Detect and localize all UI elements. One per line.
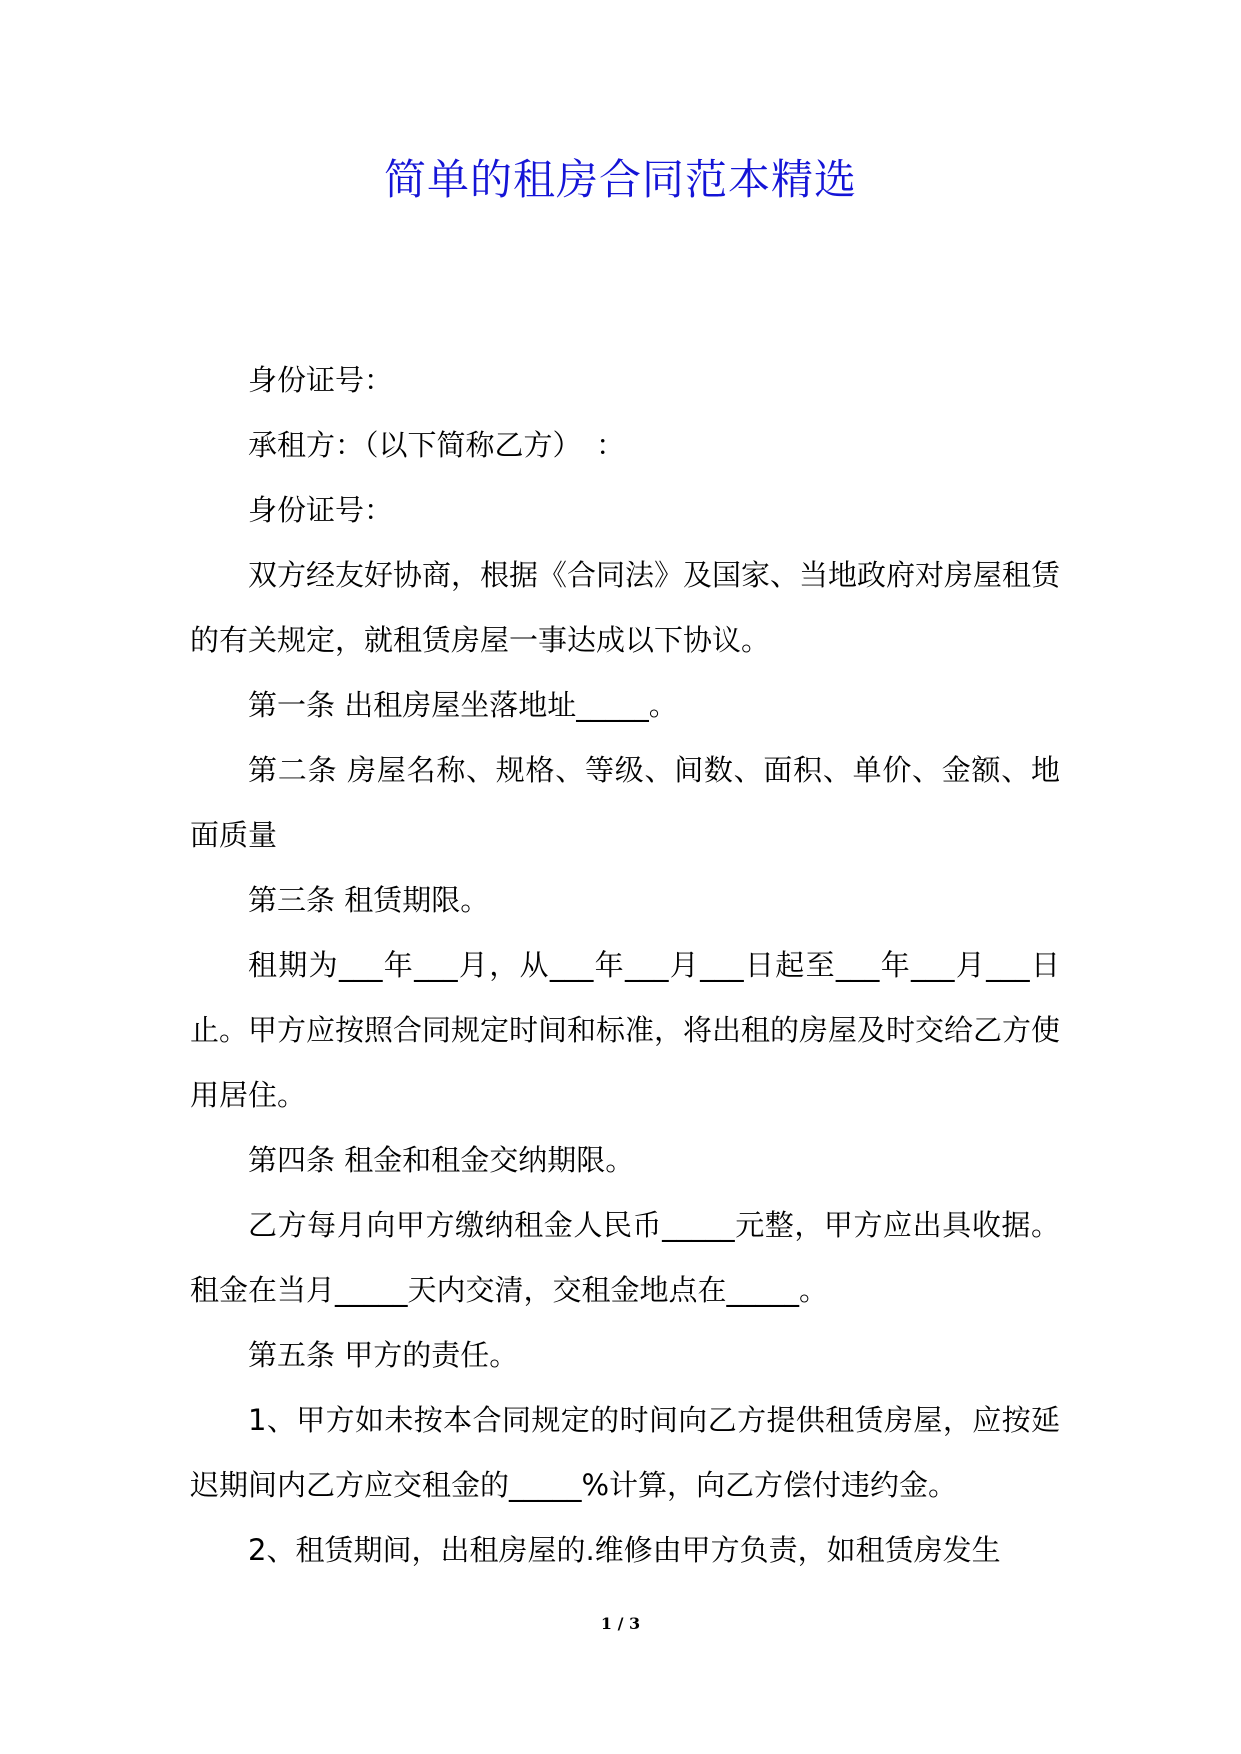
paragraph-clause-2: 2、租赁期间，出租房屋的.维修由甲方负责，如租赁房发生 [248,1533,1001,1567]
document-body [190,348,1060,1583]
paragraph-id-number-tenant: 身份证号： [248,493,394,527]
paragraph-article-4: 第四条 租金和租金交纳期限。 [248,1143,635,1177]
page-number: 1 / 3 [600,1614,641,1633]
paragraph-article-1: 第一条 出租房屋坐落地址_____。 [248,688,678,722]
document-title: 简单的租房合同范本精选 [383,155,857,204]
paragraph-article-5: 第五条 甲方的责任。 [248,1338,519,1372]
paragraph-lease-term: 租期为___年___月，从___年___月___日起至___年___月___日止。甲方应按照合同规定时间和标准，将出租的房屋及时交给乙方使用居住。 [190,948,1061,1112]
paragraph-id-number-landlord: 身份证号： [248,363,394,397]
paragraph-tenant: 承租方：（以下简称乙方） ： [248,428,626,462]
paragraph-clause-1: 1、甲方如未按本合同规定的时间向乙方提供租赁房屋，应按延迟期间内乙方应交租金的_____%计算，向乙方偿付违约金。 [190,1403,1060,1502]
paragraph-article-3: 第三条 租赁期限。 [248,883,490,917]
paragraph-article-2: 第二条 房屋名称、规格、等级、间数、面积、单价、金额、地面质量 [190,753,1060,852]
paragraph-rent-payment: 乙方每月向甲方缴纳租金人民币_____元整，甲方应出具收据。租金在当月_____天内交清，交租金地点在_____。 [190,1208,1060,1307]
paragraph-agreement-intro: 双方经友好协商，根据《合同法》及国家、当地政府对房屋租赁的有关规定，就租赁房屋一事达成以下协议。 [190,558,1061,657]
